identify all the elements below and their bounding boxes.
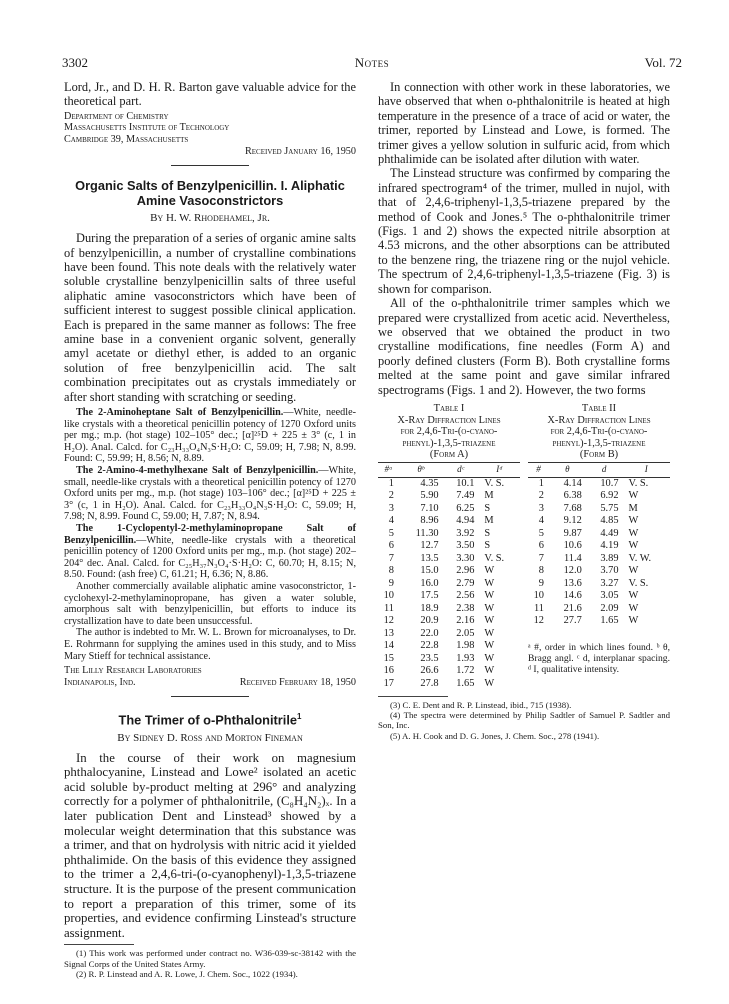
table-row	[528, 528, 670, 541]
table-row	[528, 590, 670, 603]
table-cell: S	[484, 527, 491, 539]
table-cell: 22.8	[420, 640, 439, 652]
table-cell: W	[628, 540, 639, 552]
address-line: Cambridge 39, Massachusetts	[64, 134, 189, 145]
table-cell: 13.6	[563, 577, 582, 589]
article1-exp3	[64, 523, 356, 581]
table-cell: 12.0	[563, 565, 582, 577]
right-column	[378, 80, 670, 741]
table-cell: 17	[383, 677, 394, 689]
table-caption: X-Ray Diffraction Lines	[547, 414, 651, 426]
exp-heading: The 2-Amino-4-methylhexane Salt of Benzylpenicillin.	[76, 465, 319, 477]
table-row	[378, 565, 520, 578]
table-header-cell: dᶜ	[443, 462, 479, 477]
table-row	[528, 490, 670, 503]
table-cell: 8.96	[420, 515, 439, 527]
table-row	[378, 503, 520, 516]
table-row	[378, 678, 520, 691]
table-cell: 14.6	[563, 590, 582, 602]
address-line: Department of Chemistry	[64, 110, 169, 122]
table-cell: V. S.	[484, 552, 505, 564]
table-cell: 4	[388, 515, 394, 527]
table-cell: 13.5	[420, 552, 439, 564]
table-cell: 3.92	[456, 527, 475, 539]
table-row	[378, 540, 520, 553]
table-cell: 3.70	[600, 565, 619, 577]
table-row	[378, 578, 520, 591]
table-1-grid	[378, 462, 520, 690]
table-cell: 7	[538, 552, 544, 564]
table-caption: X-Ray Diffraction Lines	[397, 414, 501, 426]
table-header-cell: d	[586, 462, 623, 477]
prev-note-tail: Lord, Jr., and D. H. R. Barton gave valuable advice for the theoretical part.	[64, 80, 356, 109]
table-cell: 1.98	[456, 640, 475, 652]
byline-by: By	[117, 731, 131, 744]
table-cell: W	[484, 565, 495, 577]
table-cell: W	[628, 615, 639, 627]
table-label: Table II	[581, 402, 617, 414]
table-footnote: ᵃ #, order in which lines found. ᵇ θ, Bragg angl. ᶜ d, interplanar spacing. ᵈ I, qualitative intensity.	[528, 641, 670, 675]
table-label: Table I	[433, 402, 465, 414]
author-name: H. W. Rhodehamel, Jr.	[165, 212, 270, 225]
table-cell: 2.38	[456, 602, 475, 614]
table-row	[378, 553, 520, 566]
table-cell: W	[628, 590, 639, 602]
table-cell: M	[484, 515, 494, 527]
article1-address	[64, 665, 356, 688]
table-row	[378, 528, 520, 541]
table-cell: 17.5	[420, 590, 439, 602]
table-cell: 6.38	[563, 490, 582, 502]
table-cell: 4.35	[420, 477, 439, 489]
article2-byline	[64, 731, 356, 745]
table-body	[378, 477, 520, 690]
article2-paragraph-2: In connection with other work in these laboratories, we have observed that when o-phthalonitrile is heated at high temperature in the presence of a trace of acid or water, the trimer, reported by Linstead and Lowe, is formed. The trimer gives a yellow solution in sulfuric acid, from which phthalimide can be isolated after dilution with water.	[378, 80, 670, 167]
byline-by: By	[150, 212, 164, 225]
table-cell: V. S.	[484, 477, 505, 489]
table-header-cell: θᵇ	[399, 462, 443, 477]
table-cell: W	[628, 490, 639, 502]
separator-rule	[171, 165, 249, 166]
table-cell: 2.09	[600, 602, 619, 614]
table-cell: 10	[383, 590, 394, 602]
table-cell: 4.19	[600, 540, 619, 552]
title-line: Organic Salts of Benzylpenicillin. I. Aliphatic	[75, 178, 345, 194]
table-cell: 15.0	[420, 565, 439, 577]
exp-heading: The 1-Cyclopentyl-2-methylaminopropane Salt of Benzylpenicillin.	[64, 523, 356, 546]
table-cell: 3.89	[600, 552, 619, 564]
table-cell: V. W.	[628, 552, 652, 564]
table-cell: 6.25	[456, 502, 475, 514]
table-cell: W	[484, 602, 495, 614]
table-cell: W	[628, 527, 639, 539]
address-line: The Lilly Research Laboratories	[64, 665, 202, 677]
table-row	[528, 553, 670, 566]
table-cell: 27.8	[420, 677, 439, 689]
table-cell: S	[484, 540, 491, 552]
table-cell: 4	[538, 515, 544, 527]
table-header-cell: #	[528, 462, 549, 477]
table-cell: 10.1	[456, 477, 475, 489]
table-cell: 11	[533, 602, 544, 614]
exp-heading: The 2-Aminoheptane Salt of Benzylpenicillin.	[76, 407, 284, 419]
table-cell: 26.6	[420, 665, 439, 677]
table-header-cell: θ	[549, 462, 586, 477]
table-2-grid	[528, 462, 670, 628]
table-row	[378, 615, 520, 628]
table-cell: 21.6	[563, 602, 582, 614]
table-row	[528, 477, 670, 490]
table-row	[378, 653, 520, 666]
table-cell: S	[484, 502, 491, 514]
table-cell: 2	[538, 490, 544, 502]
table-cell: 5.90	[420, 490, 439, 502]
table-row	[378, 628, 520, 641]
table-cell: 16.0	[420, 577, 439, 589]
table-cell: 12.7	[420, 540, 439, 552]
table-cell: 3.50	[456, 540, 475, 552]
table-cell: 3.05	[600, 590, 619, 602]
table-row	[528, 603, 670, 616]
table-cell: 1.65	[456, 677, 475, 689]
table-row	[378, 603, 520, 616]
article1-exp2	[64, 465, 356, 523]
table-cell: 6	[388, 540, 394, 552]
table-cell: W	[484, 577, 495, 589]
table-cell: 1.72	[456, 665, 475, 677]
table-header-cell: Iᵈ	[478, 462, 520, 477]
table-cell: 10.6	[563, 540, 582, 552]
table-caption: phenyl)-1,3,5-triazene	[402, 437, 496, 449]
page-number: 3302	[62, 55, 88, 70]
table-row	[378, 515, 520, 528]
article1-byline	[64, 211, 356, 225]
table-cell: 23.5	[420, 652, 439, 664]
table-row	[378, 590, 520, 603]
footnote-2: (2) R. P. Linstead and A. R. Lowe, J. Chem. Soc., 1022 (1934).	[76, 968, 298, 979]
page-header	[62, 55, 682, 71]
address-line: Massachusetts Institute of Technology	[64, 122, 230, 134]
table-cell: M	[628, 502, 638, 514]
table-cell: 11.4	[563, 552, 582, 564]
table-cell: 18.9	[420, 602, 439, 614]
table-caption: for 2,4,6-Tri-(o-cyano-	[400, 426, 498, 438]
table-cell: W	[484, 627, 495, 639]
table-cell: 5	[388, 527, 394, 539]
table-header-row	[528, 462, 670, 477]
prev-note-address	[64, 111, 356, 146]
table-cell: 12	[383, 615, 394, 627]
title-line: Amine Vasoconstrictors	[136, 193, 284, 209]
table-cell: W	[484, 640, 495, 652]
table-cell: 11	[383, 602, 394, 614]
table-cell: 22.0	[420, 627, 439, 639]
article1-acknowledgment: The author is indebted to Mr. W. L. Brown for microanalyses, to Dr. E. Rohrmann for supplying the amines used in this study, and to Miss Mary Stieff for technical assistance.	[64, 627, 356, 662]
article1-exp1	[64, 407, 356, 465]
footnote-ref: 1	[297, 712, 302, 722]
table-cell: 10	[533, 590, 544, 602]
table-cell: 9.12	[563, 515, 582, 527]
table-cell: 2.05	[456, 627, 475, 639]
table-cell: W	[628, 565, 639, 577]
title-text: The Trimer of o-Phthalonitrile	[118, 712, 297, 728]
table-row	[378, 640, 520, 653]
tables-row	[378, 403, 670, 690]
table-cell: 27.7	[563, 615, 582, 627]
footnote-3: (3) C. E. Dent and R. P. Linstead, ibid., 715 (1938).	[390, 700, 572, 710]
table-cell: W	[484, 677, 495, 689]
table-cell: W	[628, 515, 639, 527]
table-cell: 2	[388, 490, 394, 502]
table-body	[528, 477, 670, 628]
article1-exp4: Another commercially available aliphatic amine vasoconstrictor, 1-cyclohexyl-2-methylaminopropane, has given a water soluble, amorphous salt with benzylpenicillin, but efforts to induce its crystallization have to date been unsuccessful.	[64, 580, 356, 627]
article1-intro: During the preparation of a series of organic amine salts of benzylpenicillin, a number of crystalline combinations have been found. This note deals with the relatively water soluble crystalline benzylpenicillin salts of three useful aliphatic amine vasoconstrictors which have been of sufficient interest to suggest possible clinical application. Each is prepared in the same manner as follows: The free amine base in a convenient organic solvent, generally amyl acetate or diethyl ether, is added to an organic solution of free benzylpenicillin acid. The salt combination precipitates out as crystals immediately or after short standing with scratching or seeding.	[64, 231, 356, 404]
table-cell: 9	[538, 577, 544, 589]
table-cell: 3	[538, 502, 544, 514]
table-cell: 11.30	[415, 527, 439, 539]
table-cell: W	[628, 602, 639, 614]
table-cell: 12	[533, 615, 544, 627]
table-cell: 6.92	[600, 490, 619, 502]
table-cell: 6	[538, 540, 544, 552]
table-cell: 3.27	[600, 577, 619, 589]
table-caption: (Form A)	[429, 449, 469, 461]
separator-rule	[171, 696, 249, 697]
article1-title	[64, 178, 356, 208]
table-header-cell: I	[623, 462, 670, 477]
left-column	[64, 80, 356, 979]
table-cell: 9.87	[563, 527, 582, 539]
table-cell: V. S.	[628, 577, 649, 589]
table-cell: M	[484, 490, 494, 502]
footnote-5: (5) A. H. Cook and D. G. Jones, J. Chem. Soc., 278 (1941).	[390, 730, 600, 741]
table-header-row	[378, 462, 520, 477]
table-1	[378, 403, 520, 690]
table-cell: 4.49	[600, 527, 619, 539]
table-caption: phenyl)-1,3,5-triazene	[552, 437, 646, 449]
footnote-rule	[378, 696, 448, 697]
article2-title	[64, 709, 356, 727]
volume-label: Vol. 72	[644, 55, 682, 70]
table-cell: 8	[388, 565, 394, 577]
table-cell: W	[484, 652, 495, 664]
received-date: Received February 18, 1950	[239, 676, 356, 688]
table-caption: for 2,4,6-Tri-(o-cyano-	[550, 426, 648, 438]
table-cell: 10.7	[600, 477, 619, 489]
article2-paragraph-1: In the course of their work on magnesium phthalocyanine, Linstead and Lowe² isolated an acetic acid soluble by-product melting at 296° and analyzing correctly for a polymer of phthalonitrile, (C₈H₄N₂)ₓ. In a later publication Dent and Linstead³ showed by a molecular weight determination that this substance was a trimer, and that on hydrolysis with nitric acid it yielded phthalimide. On the basis of this evidence they assigned to the trimer a 2,4,6-tri-(o-cyanophenyl)-1,3,5-triazene structure. It is the purpose of the present communication to report a preparation of this trimer, some of its properties, and evidence confirming Linstead's structure assignment.	[64, 750, 356, 940]
table-row	[378, 490, 520, 503]
footnote-4: (4) The spectra were determined by Philip Sadtler of Samuel P. Sadtler and Son, Inc.	[378, 710, 670, 731]
table-row	[378, 477, 520, 490]
table-cell: 1	[538, 477, 544, 489]
table-cell: 8	[538, 565, 544, 577]
table-cell: 4.14	[563, 477, 582, 489]
table-caption: (Form B)	[579, 449, 619, 461]
table-row	[528, 578, 670, 591]
author-names: Sidney D. Ross and Morton Fineman	[133, 731, 303, 744]
table-cell: W	[484, 590, 495, 602]
table-row	[528, 540, 670, 553]
table-cell: W	[484, 665, 495, 677]
table-cell: 14	[383, 640, 394, 652]
table-row	[528, 565, 670, 578]
table-cell: 7.49	[456, 490, 475, 502]
table-cell: 7	[388, 552, 394, 564]
footnote-1: (1) This work was performed under contract no. W36-039-sc-38142 with the Signal Corps of the United States Army.	[64, 948, 356, 969]
table-cell: 2.56	[456, 590, 475, 602]
table-row	[528, 615, 670, 628]
table-cell: 20.9	[420, 615, 439, 627]
address-received-line	[64, 677, 356, 689]
table-cell: 13	[383, 627, 394, 639]
table-cell: V. S.	[628, 477, 649, 489]
table-cell: 2.79	[456, 577, 475, 589]
table-cell: 16	[383, 665, 394, 677]
article2-paragraph-3: The Linstead structure was confirmed by comparing the infrared spectrogram⁴ of the trimer, mulled in nujol, with that of 2,4,6-triphenyl-1,3,5-triazene prepared by the method of Cook and Jones.⁵ The o-phthalonitrile trimer (Figs. 1 and 2) shows the expected nitrile absorption at 4.53 microns, and the other absorptions can be attributed to the benzene ring, the triazene ring or the nujol vehicle. The spectrum of 2,4,6-triphenyl-1,3,5-triazene (Fig. 3) is shown for comparison.	[378, 166, 670, 296]
table-row	[528, 503, 670, 516]
table-2	[528, 403, 670, 690]
exp-body: —White, small, needle-like crystals with a theoretical penicillin potency of 1270 Oxford units per mg., m.p. (hot stage) 103–106° dec.; [α]²⁵D + 225 ± 3° (c, 1 in H₂O). Anal. Calcd. for C₂₃H₃₃O₄N₃S·H₂O: C, 59.09; H, 7.98; N, 8.99. Found C, 59.00; H, 7.87; N, 8.94.	[64, 465, 356, 523]
table-row	[528, 515, 670, 528]
exp-body: —White, needle-like crystals with a theoretical penicillin potency of 1200 Oxford units per mg., m.p. (hot stage) 202–204° dec. Anal. Calcd. for C₂₅H₃₇N₃O₄·S·H₂O: C, 60.70; H, 8.15; N, 8.50. Found: (ash free) C, 61.21; H, 6.36; N, 8.86.	[64, 534, 356, 581]
table-cell: 1.65	[600, 615, 619, 627]
table-cell: 9	[388, 577, 394, 589]
table-cell: 3.30	[456, 552, 475, 564]
table-cell: 5.75	[600, 502, 619, 514]
table-cell: 3	[388, 502, 394, 514]
table-cell: 7.68	[563, 502, 582, 514]
table-cell: 4.85	[600, 515, 619, 527]
table-cell: 1.93	[456, 652, 475, 664]
table-header-cell: #ᵃ	[378, 462, 399, 477]
table-cell: 15	[383, 652, 394, 664]
table-cell: 1	[388, 477, 394, 489]
table-cell: 7.10	[420, 502, 439, 514]
footnote-rule	[64, 944, 134, 945]
exp-body: —White, needle-like crystals with a theoretical penicillin potency of 1270 Oxford units per mg.; m.p. (hot stage) 102–105° dec.; [α]²⁵D + 225 ± 3° (c, 1 in H₂O). Anal. Calcd. for C₂₃H₃₃O₄N₃S·H₂O: C, 59.09; H, 7.98; N, 8.99. Found: C, 59.99; H, 8.56; N, 8.89.	[64, 407, 356, 465]
table-cell: W	[484, 615, 495, 627]
table-cell: 4.94	[456, 515, 475, 527]
table-cell: 2.16	[456, 615, 475, 627]
article2-paragraph-4: All of the o-phthalonitrile trimer samples which we prepared were crystallized from acetic acid. Nevertheless, we observed that we obtained the product in two crystalline modifications, fine needles (Form A) and poorly defined clusters (Form B). Both crystalline forms melted at the same point and gave similar infrared spectrograms (Figs. 1 and 2). However, the two forms	[378, 296, 670, 397]
section-title: Notes	[354, 55, 390, 70]
prev-note-received: Received January 16, 1950	[244, 145, 356, 157]
table-row	[378, 665, 520, 678]
table-cell: 2.96	[456, 565, 475, 577]
address-line: Indianapolis, Ind.	[64, 676, 136, 688]
table-cell: 5	[538, 527, 544, 539]
